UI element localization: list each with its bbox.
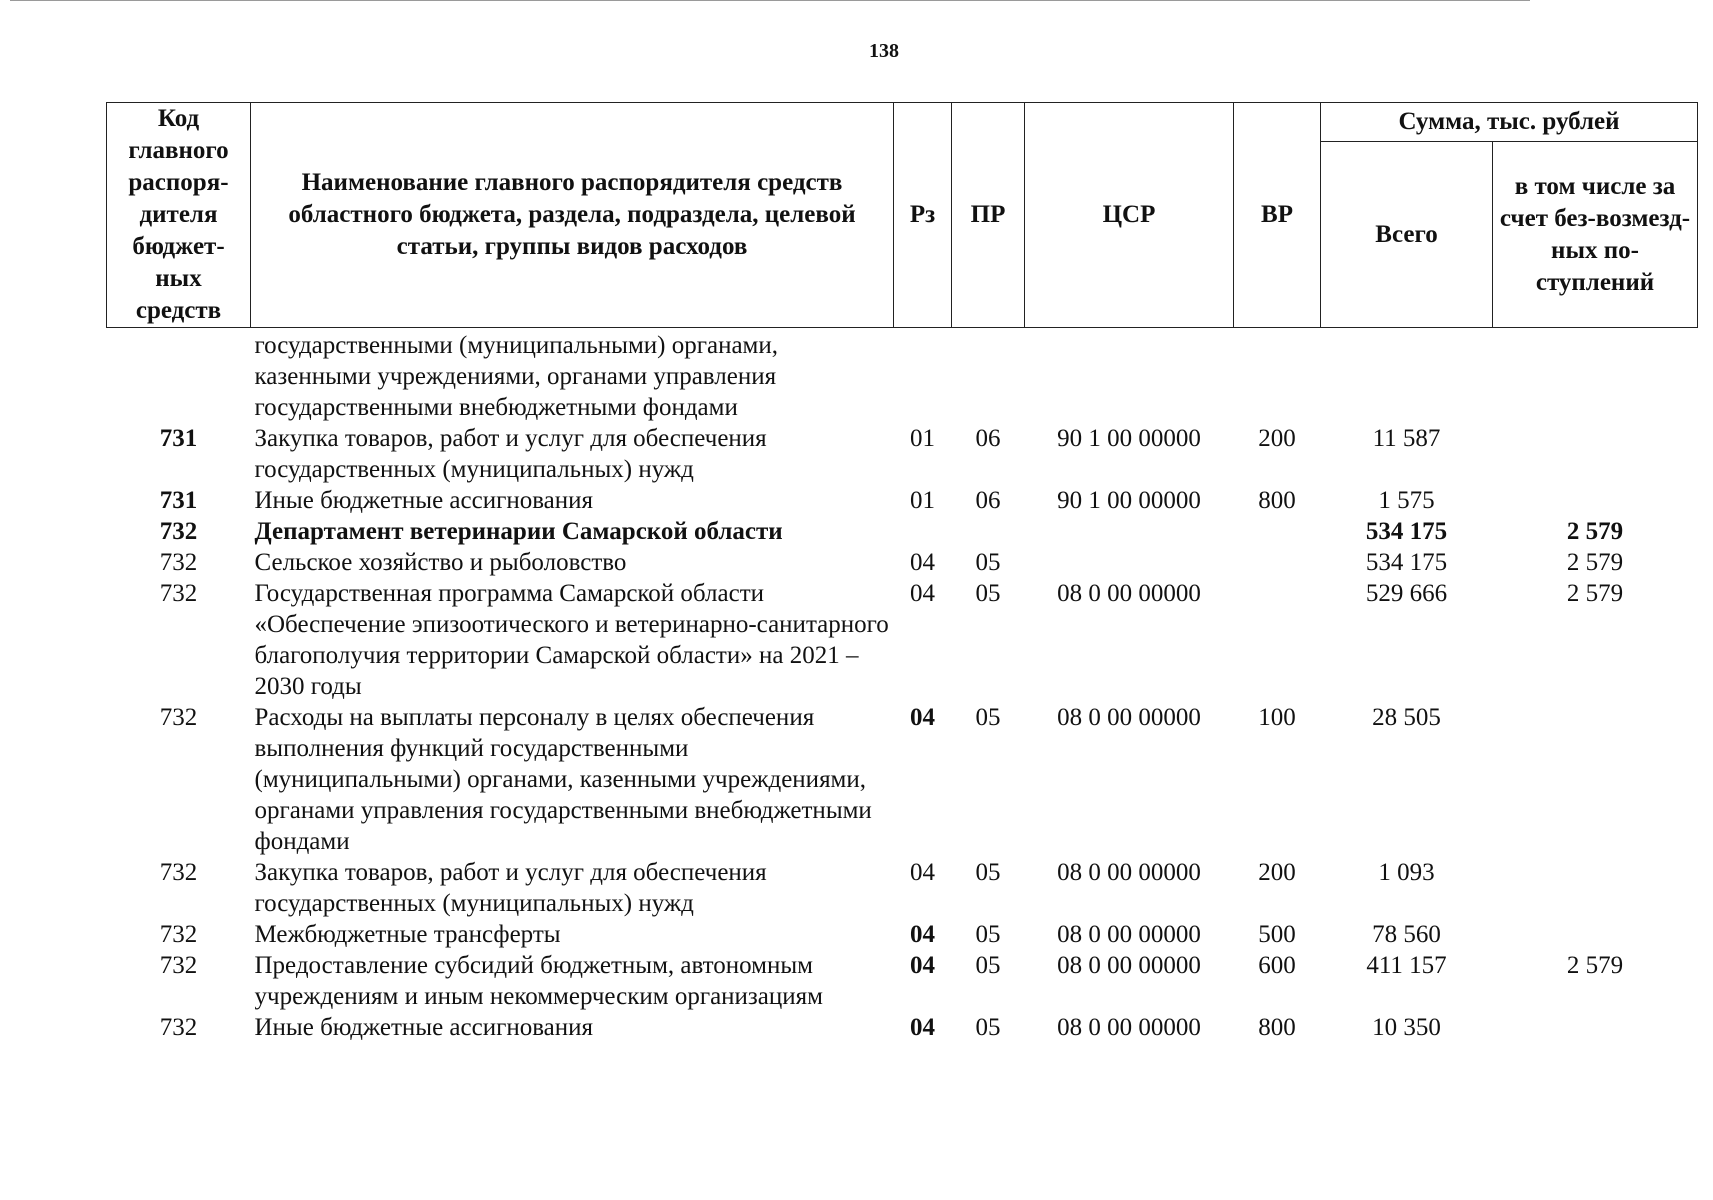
cell-rz: 04: [910, 859, 935, 886]
cell-name: Иные бюджетные ассигнования: [254, 487, 594, 514]
cell-vr: 800: [1258, 487, 1296, 514]
cell-rz: 04: [910, 704, 935, 731]
cell-vr: 200: [1258, 859, 1296, 886]
cell-gratuitous: 2 579: [1566, 549, 1624, 576]
cell-gratuitous: [1493, 1012, 1698, 1043]
cell-gratuitous: [1493, 919, 1698, 950]
cell-total: 1 093: [1378, 859, 1435, 886]
page-number: 138: [869, 40, 899, 62]
cell-csr: 90 1 00 00000: [1057, 487, 1201, 514]
header-code: Код главного распоря-дителя бюджет-ных средств: [107, 103, 251, 328]
cell-vr: 800: [1258, 1014, 1296, 1041]
cell-pr: 05: [975, 704, 1001, 731]
cell-name: Иные бюджетные ассигнования: [254, 1014, 594, 1041]
cell-vr: 600: [1258, 952, 1296, 979]
cell-total: 10 350: [1372, 1014, 1441, 1041]
cell-gratuitous: [1493, 328, 1698, 424]
cell-csr: [1025, 547, 1234, 578]
header-gratuitous: в том числе за счет без-возмезд-ных по-ступлений: [1493, 142, 1698, 328]
cell-name: Государственная программа Самарской области «Обеспечение эпизоотического и ветеринарно-санитарного благополучия территории Самарской области» на 2021 – 2030 годы: [254, 580, 889, 700]
cell-gratuitous: 2 579: [1566, 580, 1624, 607]
cell-pr: 06: [975, 487, 1001, 514]
cell-vr: 100: [1258, 704, 1296, 731]
header-name: Наименование главного распорядителя средств областного бюджета, раздела, подраздела, целевой статьи, группы видов расходов: [251, 103, 894, 328]
cell-code: 732: [159, 921, 198, 948]
cell-total: 411 157: [1366, 952, 1447, 979]
cell-vr: 200: [1258, 425, 1296, 452]
cell-vr: [1234, 328, 1321, 424]
cell-rz: 04: [910, 580, 935, 607]
cell-pr: 05: [975, 952, 1001, 979]
cell-code: 732: [159, 518, 198, 545]
cell-vr: [1234, 547, 1321, 578]
table-row: [107, 423, 1698, 485]
cell-csr: 08 0 00 00000: [1057, 704, 1201, 731]
cell-name: Департамент ветеринарии Самарской области: [254, 518, 783, 545]
cell-name: Закупка товаров, работ и услуг для обеспечения государственных (муниципальных) нужд: [254, 859, 767, 917]
cell-csr: 08 0 00 00000: [1057, 952, 1201, 979]
cell-pr: [952, 516, 1025, 547]
cell-total: 529 666: [1365, 580, 1448, 607]
cell-code: 732: [159, 549, 198, 576]
header-pr: ПР: [952, 103, 1025, 328]
cell-name: государственными (муниципальными) органами, казенными учреждениями, органами управления государственными внебюджетными фондами: [254, 332, 778, 421]
cell-total: 78 560: [1372, 921, 1441, 948]
cell-total: 28 505: [1372, 704, 1441, 731]
cell-rz: [894, 516, 952, 547]
cell-name: Предоставление субсидий бюджетным, автономным учреждениям и иным некоммерческим организациям: [254, 952, 823, 1010]
cell-code: 731: [159, 487, 198, 514]
cell-total: 534 175: [1365, 549, 1448, 576]
table-row: [107, 702, 1698, 857]
cell-rz: 01: [910, 487, 935, 514]
cell-code: 732: [159, 859, 198, 886]
cell-gratuitous: 2 579: [1566, 518, 1624, 545]
cell-code: [107, 328, 251, 424]
cell-gratuitous: [1493, 857, 1698, 919]
cell-name: Межбюджетные трансферты: [254, 921, 561, 948]
cell-csr: 08 0 00 00000: [1057, 580, 1201, 607]
cell-pr: 05: [975, 921, 1001, 948]
cell-csr: 08 0 00 00000: [1057, 859, 1201, 886]
header-vr: ВР: [1234, 103, 1321, 328]
cell-code: 731: [159, 425, 198, 452]
scan-top-edge: [10, 0, 1530, 1]
cell-csr: 90 1 00 00000: [1057, 425, 1201, 452]
table-row: [107, 547, 1698, 578]
cell-csr: 08 0 00 00000: [1057, 1014, 1201, 1041]
cell-pr: 05: [975, 580, 1001, 607]
cell-rz: 01: [910, 425, 935, 452]
cell-gratuitous: [1493, 702, 1698, 857]
cell-csr: [1025, 516, 1234, 547]
table-row: [107, 857, 1698, 919]
table-row-department: [107, 516, 1698, 547]
budget-table: [106, 102, 1698, 1043]
cell-rz: 04: [910, 921, 935, 948]
table-row: [107, 1012, 1698, 1043]
table-row: [107, 485, 1698, 516]
cell-rz: 04: [910, 549, 935, 576]
header-csr: ЦСР: [1025, 103, 1234, 328]
header-total: Всего: [1321, 142, 1493, 328]
cell-code: 732: [159, 580, 198, 607]
cell-vr: 500: [1258, 921, 1296, 948]
cell-total: [1321, 328, 1493, 424]
cell-pr: 06: [975, 425, 1001, 452]
cell-code: 732: [159, 704, 198, 731]
cell-name: Расходы на выплаты персоналу в целях обеспечения выполнения функций государственными (муниципальными) органами, казенными учреждениями, органами управления государственными внебюджетными фондами: [254, 704, 872, 855]
cell-total: 534 175: [1365, 518, 1448, 545]
header-sum: Сумма, тыс. рублей: [1321, 103, 1698, 142]
table-row: [107, 950, 1698, 1012]
cell-csr: [1025, 328, 1234, 424]
cell-pr: 05: [975, 1014, 1001, 1041]
cell-gratuitous: 2 579: [1566, 952, 1624, 979]
table-row: [107, 328, 1698, 424]
cell-name: Сельское хозяйство и рыболовство: [254, 549, 627, 576]
cell-pr: [952, 328, 1025, 424]
cell-rz: 04: [910, 1014, 935, 1041]
cell-rz: [894, 328, 952, 424]
cell-gratuitous: [1493, 485, 1698, 516]
cell-total: 1 575: [1378, 487, 1435, 514]
cell-rz: 04: [910, 952, 935, 979]
table-header-row: [107, 103, 1698, 142]
cell-csr: 08 0 00 00000: [1057, 921, 1201, 948]
table-row: [107, 919, 1698, 950]
cell-pr: 05: [975, 859, 1001, 886]
cell-gratuitous: [1493, 423, 1698, 485]
cell-pr: 05: [975, 549, 1001, 576]
cell-name: Закупка товаров, работ и услуг для обеспечения государственных (муниципальных) нужд: [254, 425, 767, 483]
table-row: [107, 578, 1698, 702]
cell-total: 11 587: [1372, 425, 1441, 452]
header-rz: Рз: [894, 103, 952, 328]
cell-vr: [1234, 516, 1321, 547]
cell-vr: [1234, 578, 1321, 702]
cell-code: 732: [159, 952, 198, 979]
cell-code: 732: [159, 1014, 198, 1041]
